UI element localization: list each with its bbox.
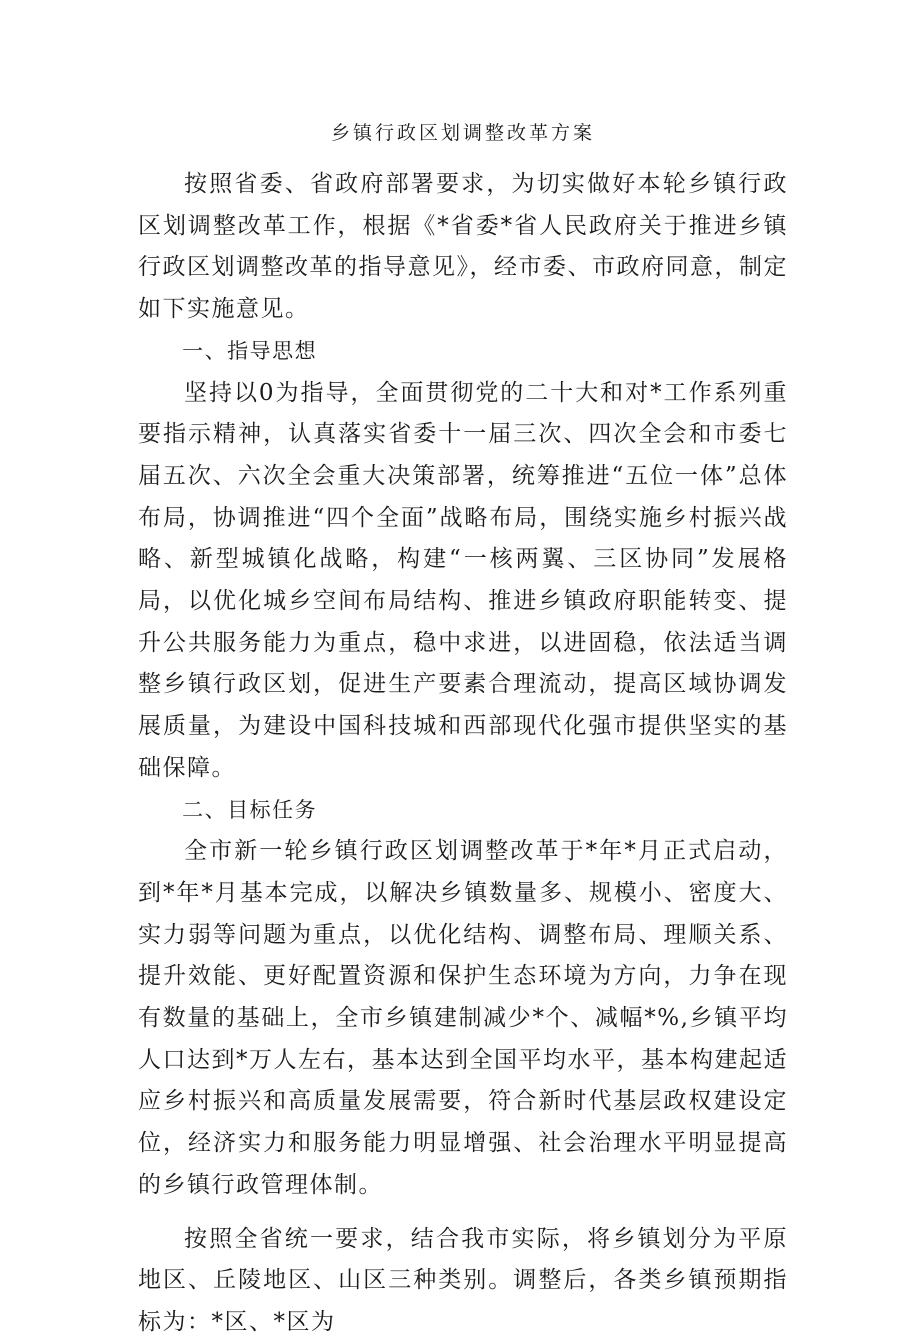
section-heading-guiding-ideology: 一、指导思想 <box>182 338 318 363</box>
intro-paragraph: 按照省委、省政府部署要求，为切实做好本轮乡镇行政区划调整改革工作，根据《*省委*省人民政府关于推进乡镇行政区划调整改革的指导意见》，经市委、市政府同意，制定如下实施意见。 <box>138 171 788 323</box>
section-heading-goals-tasks: 二、目标任务 <box>182 797 318 822</box>
guiding-ideology-paragraph: 坚持以0为指导，全面贯彻党的二十大和对*工作系列重要指示精神，认真落实省委十一届三次、四次全会和市委七届五次、六次全会重大决策部署，统筹推进“五位一体”总体布局，协调推进“四个全面”战略布局，围绕实施乡村振兴战略、新型城镇化战略，构建“一核两翼、三区协同”发展格局，以优化城乡空间布局结构、推进乡镇政府职能转变、提升公共服务能力为重点，稳中求进，以进固稳，依法适当调整乡镇行政区划，促进生产要素合理流动，提高区域协调发展质量，为建设中国科技城和西部现代化强市提供坚实的基础保障。 <box>138 379 788 781</box>
goals-tasks-paragraph: 全市新一轮乡镇行政区划调整改革于*年*月正式启动，到*年*月基本完成，以解决乡镇数量多、规模小、密度大、实力弱等问题为重点，以优化结构、调整布局、理顺关系、提升效能、更好配置资源和保护生态环境为方向，力争在现有数量的基础上，全市乡镇建制减少*个、减幅*%,乡镇平均人口达到*万人左右，基本达到全国平均水平，基本构建起适应乡村振兴和高质量发展需要，符合新时代基层政权建设定位，经济实力和服务能力明显增强、社会治理水平明显提高的乡镇行政管理体制。 <box>138 838 788 1198</box>
document-title: 乡镇行政区划调整改革方案 <box>330 122 595 144</box>
classification-paragraph: 按照全省统一要求，结合我市实际，将乡镇划分为平原地区、丘陵地区、山区三种类别。调整后，各类乡镇预期指标为：*区、*区为 <box>138 1225 788 1335</box>
